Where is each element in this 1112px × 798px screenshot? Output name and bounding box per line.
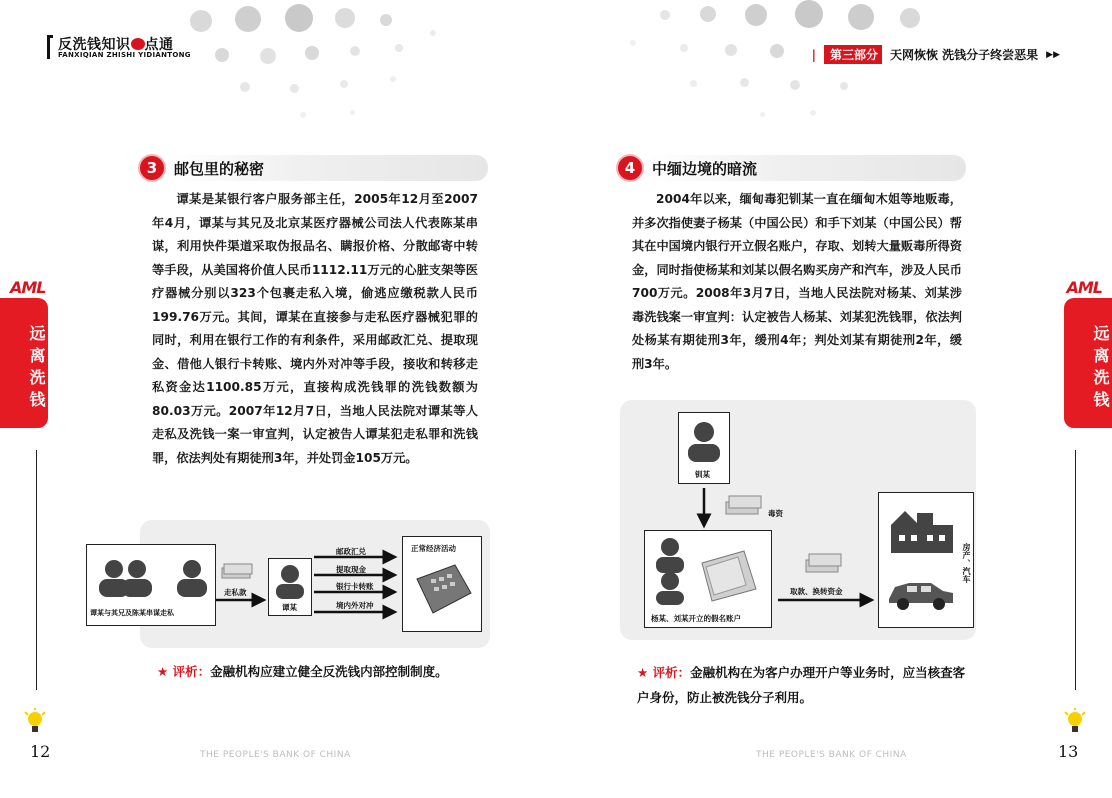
lightbulb-icon-left — [22, 708, 48, 740]
book-subtitle: FANXIQIAN ZHISHI YIDIANTONG — [58, 51, 191, 59]
evaluation-prefix: 评析： — [652, 665, 691, 680]
page-number-right: 13 — [1058, 742, 1079, 761]
cash-stack-icon — [220, 560, 254, 582]
evaluation-text: 金融机构应建立健全反洗钱内部控制制度。 — [210, 664, 448, 679]
footer-left: THE PEOPLE'S BANK OF CHINA — [200, 750, 351, 760]
page-number-left: 12 — [30, 742, 51, 761]
economic-activity-box — [402, 536, 482, 632]
people-icon — [89, 549, 215, 609]
conspirators-box — [86, 544, 216, 626]
side-tab-left: 远离洗钱 — [0, 298, 48, 428]
smuggling-money-label: 走私款 — [224, 588, 247, 597]
book-title-part2: 点通 — [144, 37, 174, 53]
method-offset: 境内外对冲 — [336, 601, 374, 610]
house-icon — [887, 503, 957, 555]
zhong-label: 钏某 — [695, 470, 710, 479]
lightbulb-icon-right — [1062, 708, 1088, 740]
left-paragraph — [152, 188, 478, 470]
tan-person-box — [268, 558, 312, 616]
drug-money-label: 毒资 — [768, 509, 783, 518]
book-title-part1: 反洗钱知识 — [58, 37, 131, 53]
side-line-left — [36, 450, 37, 690]
right-evaluation — [637, 660, 967, 710]
book-title-dot — [131, 38, 145, 50]
cash-stack-icon — [724, 492, 764, 518]
calculator-icon — [411, 559, 475, 619]
person-icon — [270, 561, 310, 601]
side-tab-right: 远离洗钱 — [1064, 298, 1112, 428]
method-cash-withdrawal: 提取现金 — [336, 565, 366, 574]
section-number-badge: 4 — [618, 156, 642, 180]
withdraw-transfer-label: 取款、换转资金 — [790, 587, 843, 596]
star-icon: ★ — [157, 664, 169, 679]
conspirators-label: 谭某与其兄及陈某串谋走私 — [90, 609, 174, 617]
right-paragraph-text: 2004年以来，缅甸毒犯钏某一直在缅甸木姐等地贩毒，并多次指使妻子杨某（中国公民）和手下刘某（中国公民）帮其在中国境内银行开立假名账户，存取、划转大量贩毒所得资金，同时指使杨某和刘某以假名购买房产和汽车，涉及人民币700万元。2008年3月7日，当地人民法院对杨某、刘某涉毒洗钱案一审宣判：认定被告人杨某、刘某犯洗钱罪，依法判处杨某有期徒刑3年，缓刑4年；判处刘某有期徒刑2年，缓刑3年。 — [632, 192, 962, 371]
chapter-header — [812, 45, 1060, 64]
side-aml-left: AML — [10, 278, 46, 297]
section-title: 中缅边境的暗流 — [652, 159, 758, 178]
evaluation-text: 金融机构在为客户办理开户等业务时，应当核查客户身份，防止被洗钱分子利用。 — [637, 665, 966, 705]
section-number-badge: 3 — [140, 156, 164, 180]
couple-and-folder-icon — [646, 533, 770, 607]
assets-label: 房产、汽车 — [962, 543, 971, 583]
section-title: 邮包里的秘密 — [174, 159, 265, 178]
right-paragraph — [632, 188, 962, 376]
assets-box — [878, 492, 974, 628]
left-section-heading — [140, 155, 488, 181]
zhong-person-box — [678, 412, 730, 484]
car-icon — [885, 573, 957, 613]
chapter-title: 天网恢恢 洗钱分子终尝恶果 — [889, 48, 1039, 62]
evaluation-prefix: 评析： — [172, 664, 211, 679]
header-bracket — [47, 35, 53, 59]
economic-activity-label: 正常经济活动 — [411, 544, 456, 553]
footer-right: THE PEOPLE'S BANK OF CHINA — [756, 750, 907, 760]
left-evaluation — [157, 662, 448, 680]
double-arrow-icon: ▶▶ — [1046, 49, 1060, 60]
left-paragraph-text: 谭某是某银行客户服务部主任，2005年12月至2007年4月，谭某与其兄及北京某医疗器械公司法人代表陈某串谋，利用快件渠道采取伪报品名、瞒报价格、分散邮寄中转等手段，从美国将价值人民币1112.11万元的心脏支架等医疗器械分别以323个包裹走私入境，偷逃应缴税款人民币199.76万元。其间，谭某在直接参与走私医疗器械犯罪的同时，利用在银行工作的有利条件，采用邮政汇兑、提取现金、借他人银行卡转账、境内外对冲等手段，接收和转移走私资金达1100.85万元，直接构成洗钱罪的洗钱数额为80.03万元。2007年12月7日，当地人民法院对谭某等人走私及洗钱一案一审宣判，认定被告人谭某犯走私罪和洗钱罪，依法判处有期徒刑3年，并处罚金105万元。 — [152, 192, 478, 465]
fake-account-box — [644, 530, 772, 628]
side-aml-right: AML — [1066, 278, 1102, 297]
right-section-heading — [618, 155, 966, 181]
method-card-transfer: 银行卡转账 — [336, 582, 374, 591]
method-postal-remittance: 邮政汇兑 — [336, 547, 366, 556]
side-line-right — [1075, 450, 1076, 690]
tan-label: 谭某 — [282, 603, 297, 612]
person-icon — [680, 417, 728, 467]
fake-account-label: 杨某、刘某开立的假名账户 — [651, 614, 741, 623]
left-diagram — [90, 520, 490, 648]
right-diagram — [620, 400, 976, 640]
star-icon: ★ — [637, 665, 649, 680]
header-pipe: | — [811, 47, 816, 62]
part-tag: 第三部分 — [824, 45, 882, 64]
cash-stack-icon — [804, 550, 844, 574]
